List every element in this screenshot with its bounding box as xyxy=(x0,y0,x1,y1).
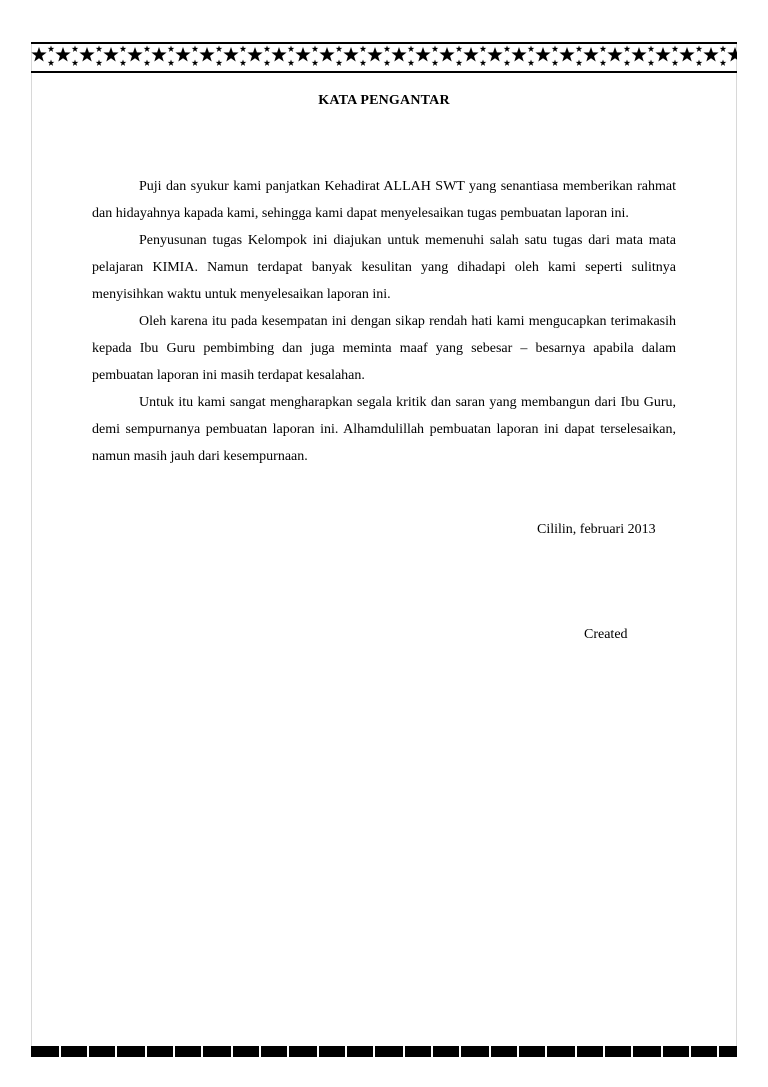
paragraph: Puji dan syukur kami panjatkan Kehadirat ALLAH SWT yang senantiasa memberikan rahmat dan hidayahnya kapada kami, sehingga kami dapat menyelesaikan tugas pembuatan laporan ini. xyxy=(92,179,676,221)
bar-border-icon xyxy=(31,1046,737,1057)
signature: Created xyxy=(584,627,628,642)
place-date: Cililin, februari 2013 xyxy=(537,522,656,537)
star-border-icon xyxy=(31,42,737,73)
paragraph: Penyusunan tugas Kelompok ini diajukan untuk memenuhi salah satu tugas dari mata mata pelajaran KIMIA. Namun terdapat banyak kesulitan yang dihadapi oleh kami seperti sulitnya menyisihkan waktu untuk menyelesaikan laporan ini. xyxy=(92,233,676,302)
paragraph: Untuk itu kami sangat mengharapkan segala kritik dan saran yang membangun dari Ibu Guru, demi sempurnanya pembuatan laporan ini. Alhamdulillah pembuatan laporan ini dapat terselesaikan, namun masih jauh dari kesempurnaan. xyxy=(92,395,676,464)
page-title: KATA PENGANTAR xyxy=(318,93,450,108)
body-text xyxy=(92,173,676,470)
paragraph: Oleh karena itu pada kesempatan ini dengan sikap rendah hati kami mengucapkan terimakasih kepada Ibu Guru pembimbing dan juga meminta maaf yang sebesar – besarnya apabila dalam pembuatan laporan ini masih terdapat kesalahan. xyxy=(92,314,676,383)
